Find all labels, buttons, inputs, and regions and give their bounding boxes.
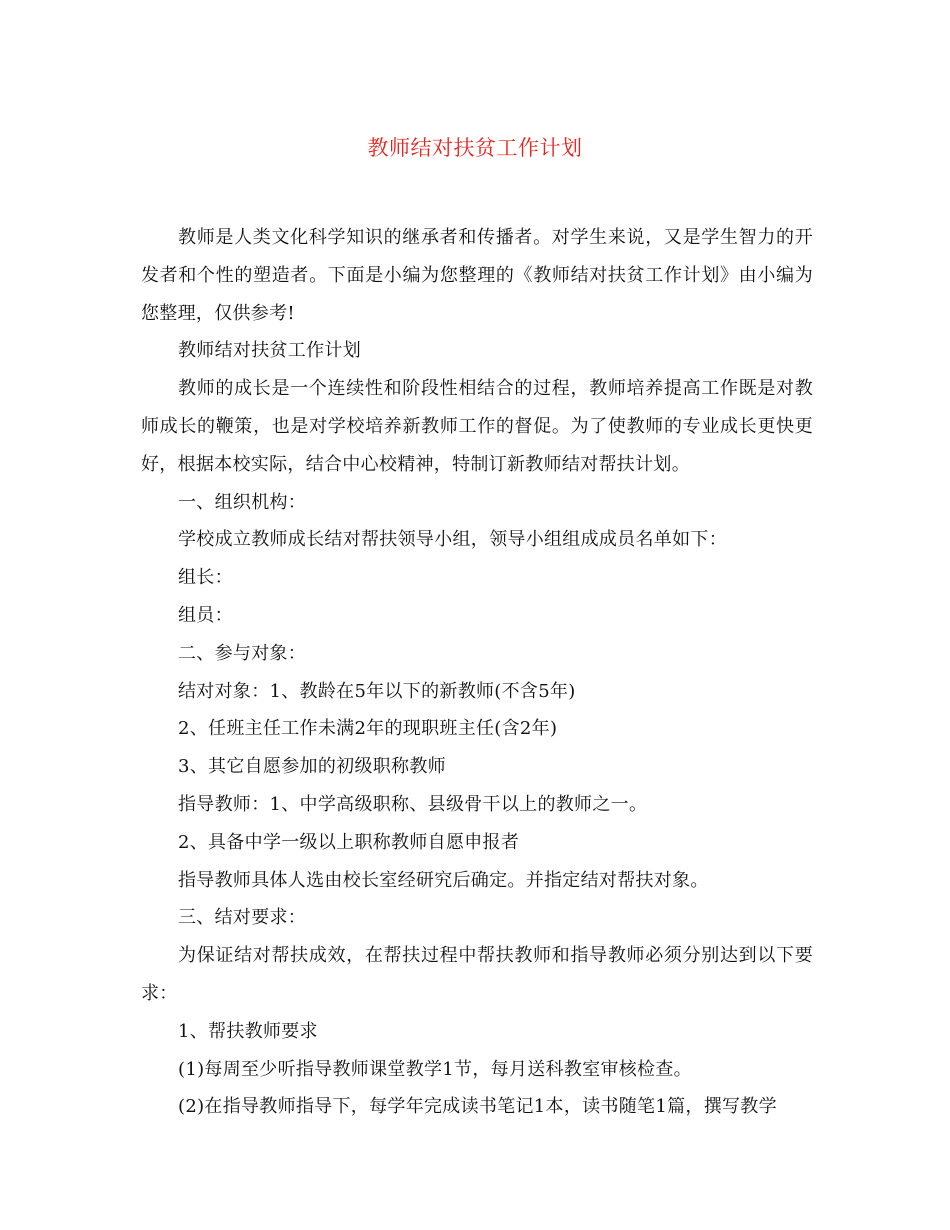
document-title: 教师结对扶贫工作计划 [367,136,583,160]
subtitle-paragraph: 教师结对扶贫工作计划 [178,340,361,362]
leader-line: 组长： [178,567,233,589]
requirement-item-2: (2)在指导教师指导下，每学年完成读书笔记1本，读书随笔1篇，撰写教学 [178,1096,777,1118]
mentor-selection-paragraph: 指导教师具体人选由校长室经研究后确定。并指定结对帮扶对象。 [178,869,709,891]
section-heading-participants: 二、参与对象： [178,642,307,664]
member-line: 组员： [178,604,233,626]
participant-item-3: 3、其它自愿参加的初级职称教师 [178,756,446,778]
mentor-item-2: 2、具备中学一级以上职称教师自愿申报者 [178,831,520,853]
growth-paragraph: 教师的成长是一个连续性和阶段性相结合的过程，教师培养提高工作既是对教师成长的鞭策，也是对学校培养新教师工作的督促。为了使教师的专业成长更快更好，根据本校实际，结合中心校精神，特制订新教师结对帮扶计划。 [141,378,813,475]
intro-paragraph: 教师是人类文化科学知识的继承者和传播者。对学生来说，又是学生智力的开发者和个性的塑造者。下面是小编为您整理的《教师结对扶贫工作计划》由小编为您整理，仅供参考! [141,227,813,324]
requirement-item-1: (1)每周至少听指导教师课堂教学1节，每月送科教室审核检查。 [178,1058,692,1080]
requirement-heading-1: 1、帮扶教师要求 [178,1020,318,1042]
requirements-intro-paragraph: 为保证结对帮扶成效，在帮扶过程中帮扶教师和指导教师必须分别达到以下要求： [141,945,813,1004]
organization-paragraph: 学校成立教师成长结对帮扶领导小组，领导小组组成成员名单如下： [178,529,727,551]
section-heading-requirements: 三、结对要求： [178,907,307,929]
participant-item-1: 结对对象：1、教龄在5年以下的新教师(不含5年) [178,680,576,702]
document-body [141,219,813,1126]
participant-item-2: 2、任班主任工作未满2年的现职班主任(含2年) [178,718,558,740]
mentor-item-1: 指导教师：1、中学高级职称、县级骨干以上的教师之一。 [178,793,648,815]
section-heading-organization: 一、组织机构： [178,491,307,513]
